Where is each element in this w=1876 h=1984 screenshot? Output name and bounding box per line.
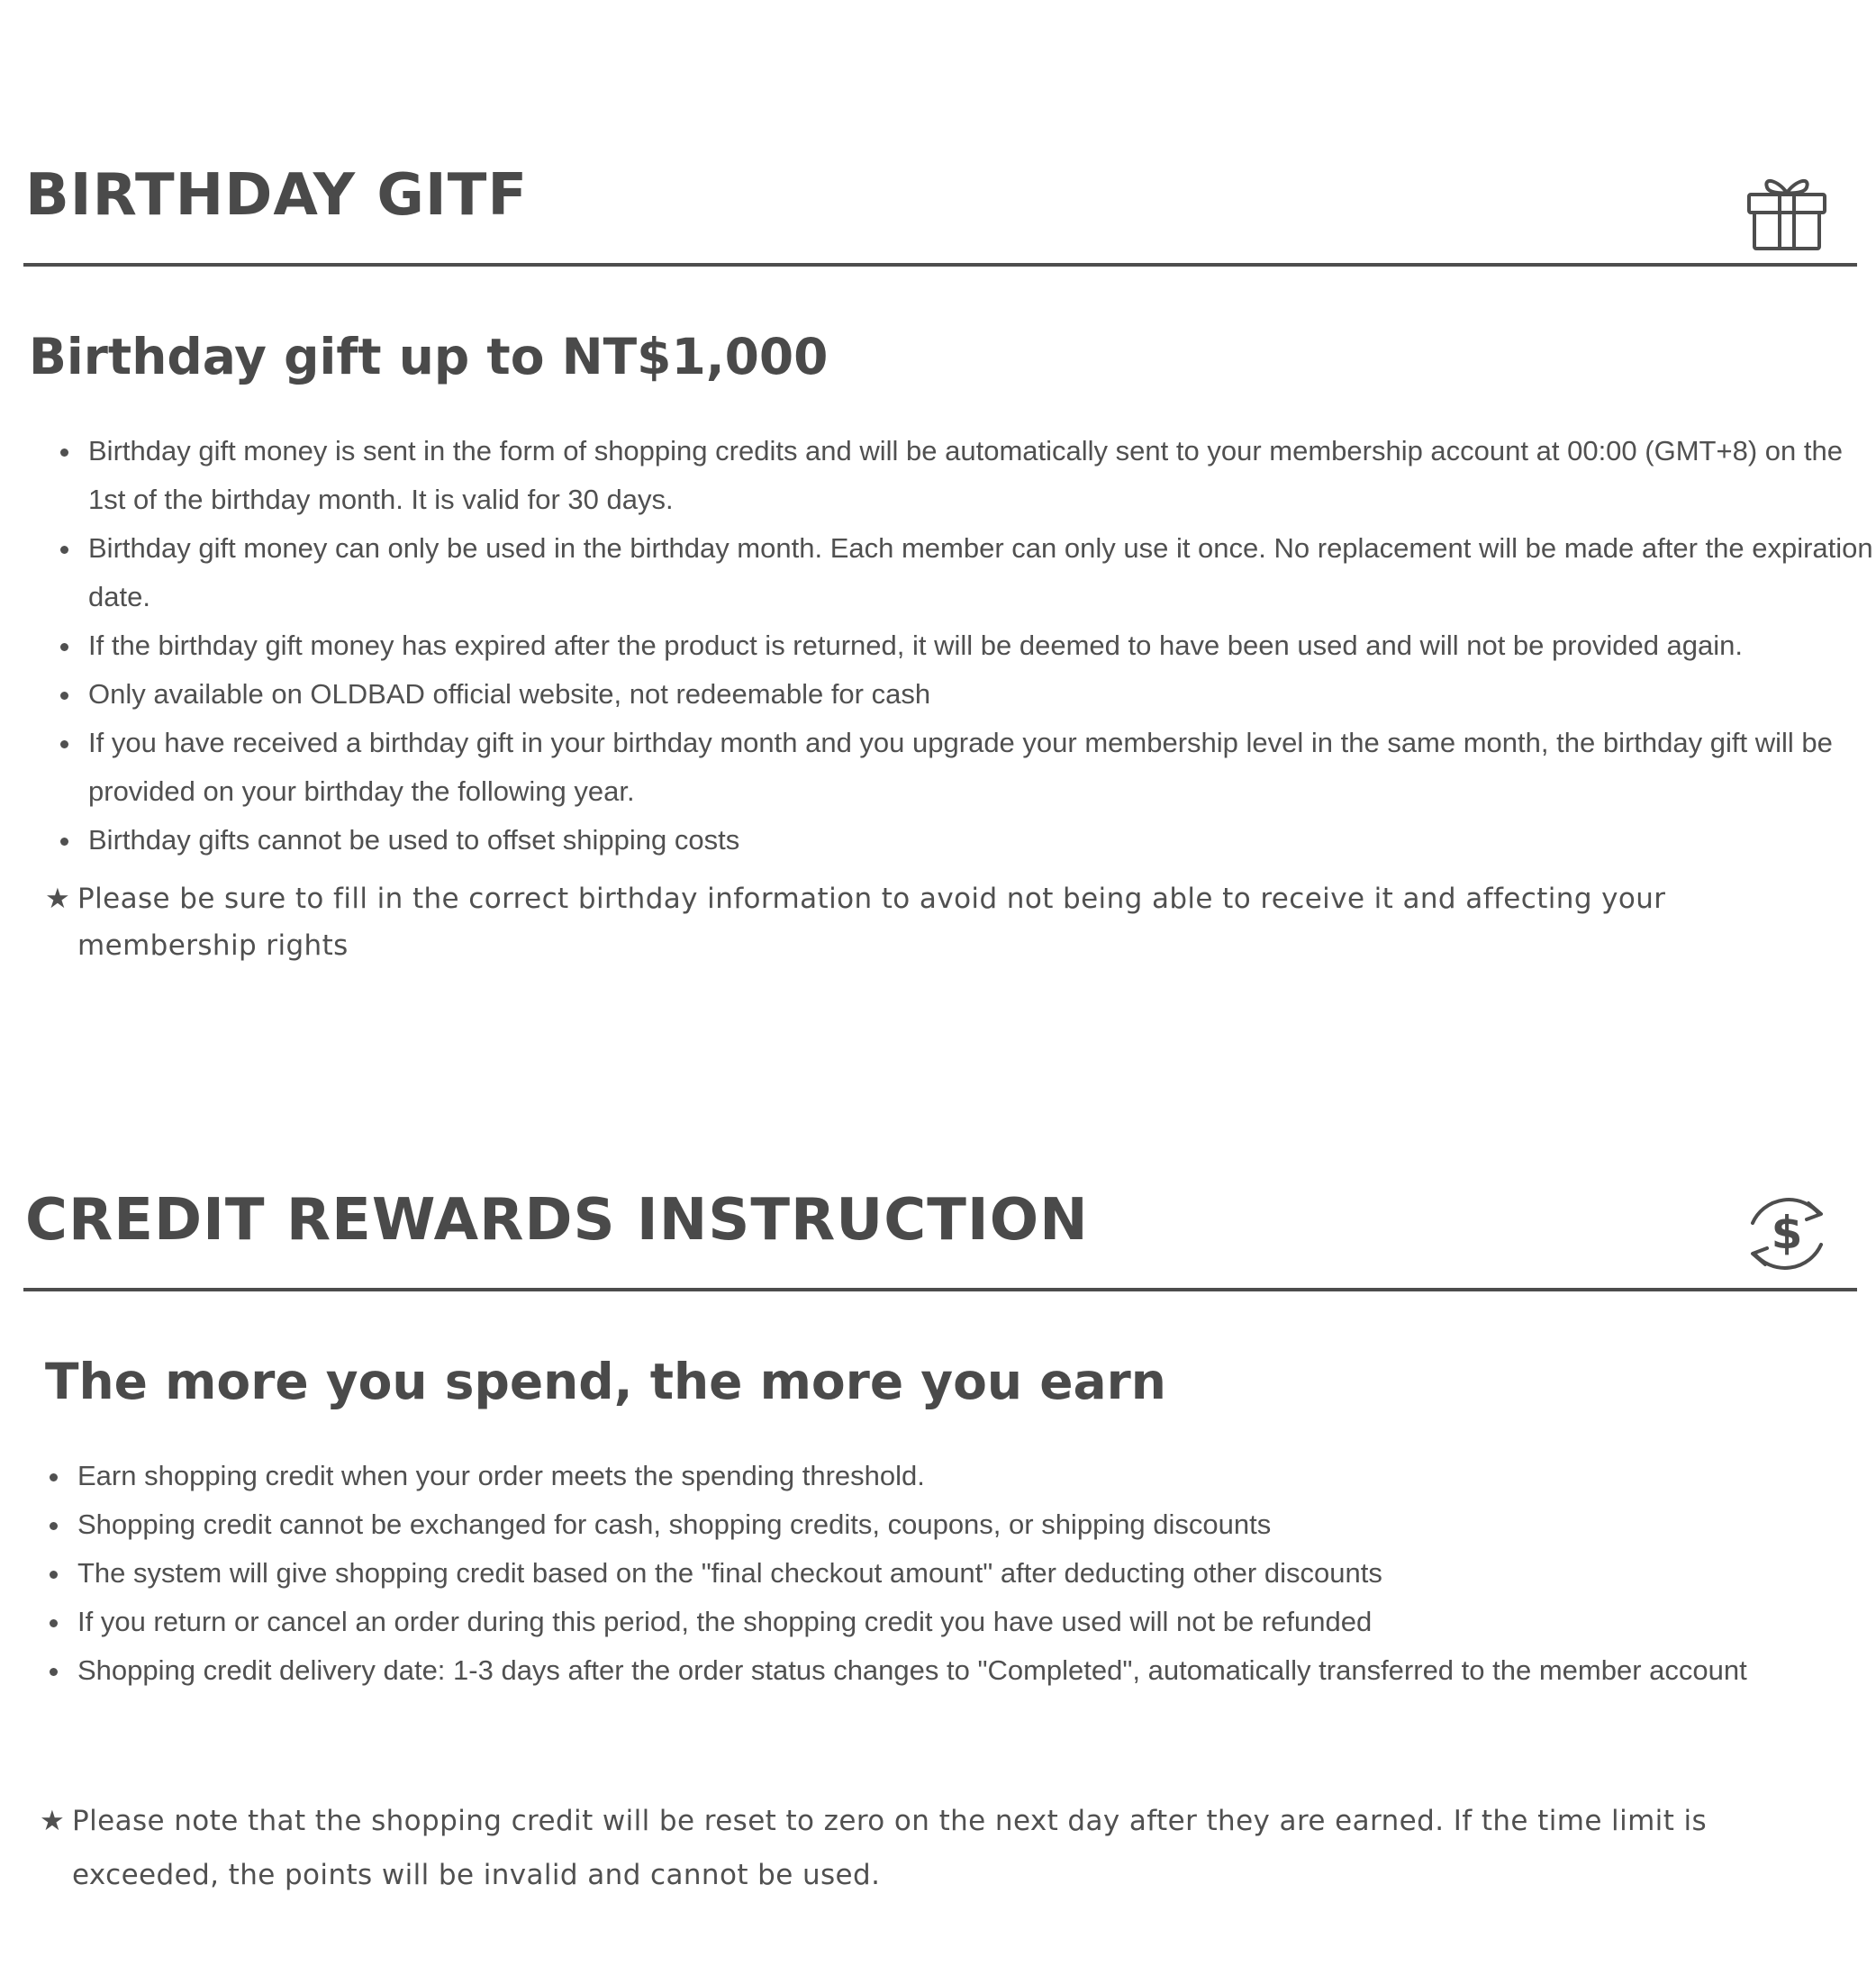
svg-text:$: $ xyxy=(1771,1207,1803,1259)
credit-note xyxy=(40,1794,1783,1902)
birthday-rules-list xyxy=(23,427,1875,865)
list-item: • Shopping credit delivery date: 1-3 days after the order status changes to "Completed", automatically transferred to the member account xyxy=(72,1646,1837,1695)
dollar-exchange-icon xyxy=(1742,1189,1832,1279)
birthday-subtitle: Birthday gift up to NT$1,000 xyxy=(29,328,829,385)
list-item: • If you have received a birthday gift in your birthday month and you upgrade your membership level in the same month, the birthday gift will be provided on your birthday the following year. xyxy=(83,719,1875,816)
credit-subtitle: The more you spend, the more you earn xyxy=(45,1353,1166,1410)
star-icon: ★ xyxy=(40,1805,66,1837)
birthday-header xyxy=(23,142,1857,267)
list-item: • Shopping credit cannot be exchanged for cash, shopping credits, coupons, or shipping discounts xyxy=(72,1500,1837,1549)
list-item: • Only available on OLDBAD official website, not redeemable for cash xyxy=(83,670,1875,719)
star-icon: ★ xyxy=(45,883,71,915)
credit-section xyxy=(23,1167,1857,1902)
birthday-note xyxy=(45,875,1753,969)
birthday-title: BIRTHDAY GITF xyxy=(25,162,529,229)
list-item: • Birthday gift money can only be used in the birthday month. Each member can only use it once. No replacement will be made after the expiration date. xyxy=(83,524,1875,621)
list-item: • If the birthday gift money has expired after the product is returned, it will be deemed to have been used and will not be provided again. xyxy=(83,621,1875,670)
credit-header xyxy=(23,1167,1857,1291)
list-item: • The system will give shopping credit based on the "final checkout amount" after deducting other discounts xyxy=(72,1549,1837,1598)
list-item: • Birthday gifts cannot be used to offset shipping costs xyxy=(83,816,1875,865)
credit-rules-list xyxy=(23,1452,1837,1695)
list-item: • Earn shopping credit when your order meets the spending threshold. xyxy=(72,1452,1837,1500)
list-item: • If you return or cancel an order during this period, the shopping credit you have used will not be refunded xyxy=(72,1598,1837,1646)
birthday-section xyxy=(23,142,1873,969)
birthday-note-text: Please be sure to fill in the correct birthday information to avoid not being able to receive it and affecting your membership rights xyxy=(77,883,1666,962)
credit-note-text: Please note that the shopping credit will be reset to zero on the next day after they are earned. If the time limit is exceeded, the points will be invalid and cannot be used. xyxy=(72,1805,1708,1891)
gift-icon xyxy=(1742,166,1832,256)
list-item: • Birthday gift money is sent in the form of shopping credits and will be automatically sent to your membership account at 00:00 (GMT+8) on the 1st of the birthday month. It is valid for 30 days. xyxy=(83,427,1875,524)
credit-title: CREDIT REWARDS INSTRUCTION xyxy=(25,1187,1089,1254)
